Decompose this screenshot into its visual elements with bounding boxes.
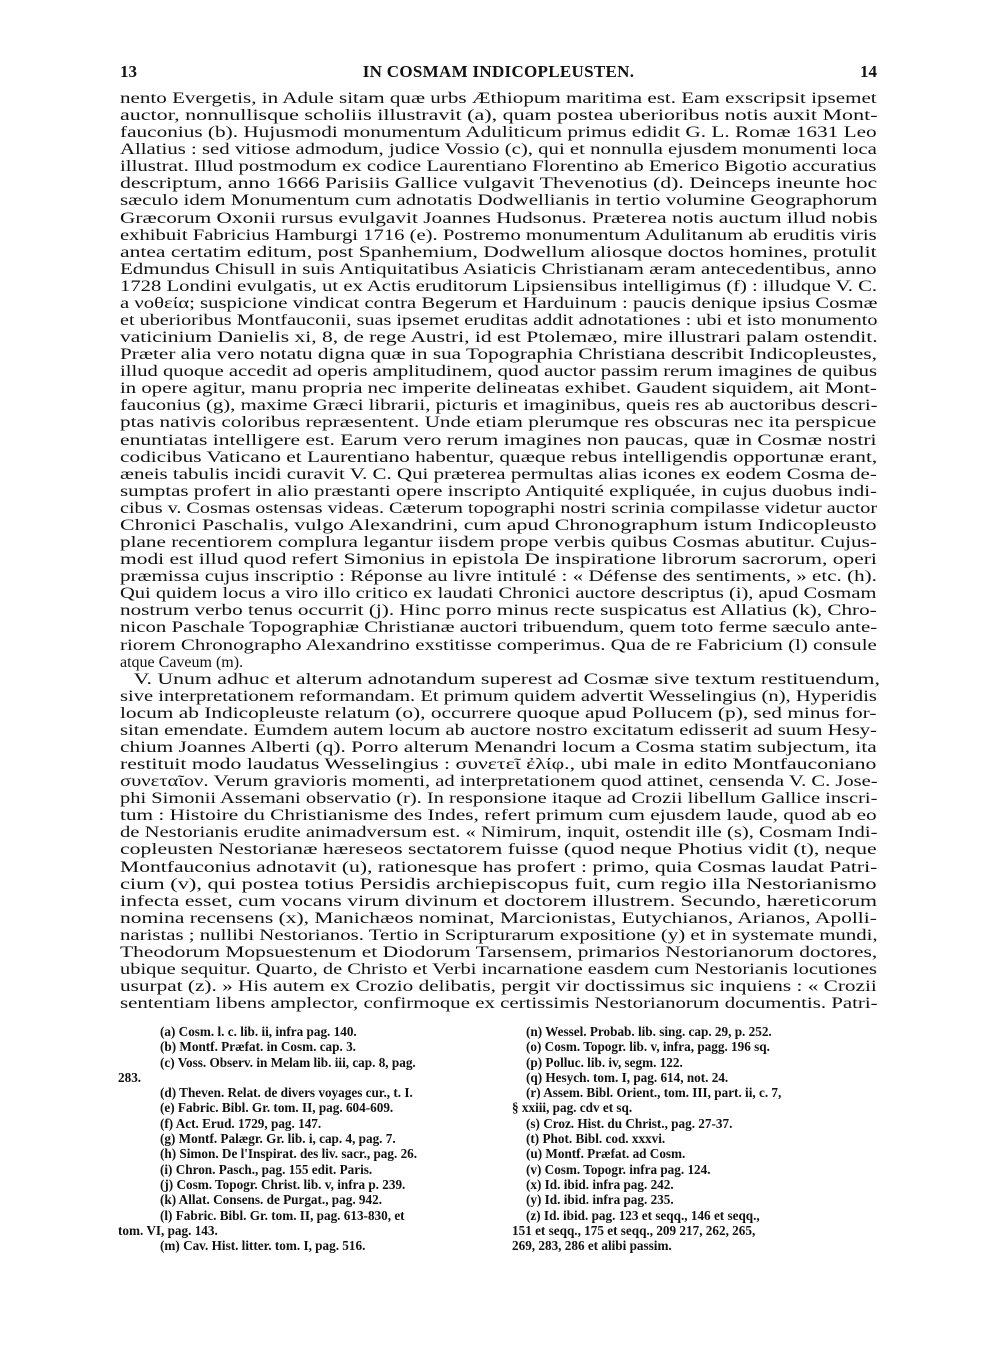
text-line: nostrum verbo tenus occurrit (j). Hinc porro minus recte suspicatus est Allatius (k), Chro- — [120, 602, 877, 620]
footnote: (l) Fabric. Bibl. Gr. tom. II, pag. 613-830, et — [160, 1207, 405, 1223]
footnote: (p) Polluc. lib. iv, segm. 122. — [526, 1054, 683, 1070]
text-line: nicon Paschale Topographiæ Christianæ auctori tribuendum, quem toto ferme sæculo ante- — [120, 619, 878, 637]
text-line: præmissa cujus inscriptio : Réponse au livre intitulé : « Défense des sentiments, » etc. (h). — [120, 568, 877, 586]
text-line: tum : Histoire du Christianisme des Indes, refert primum cum ejusdem laude, quod ab eo — [120, 807, 877, 825]
text-line: cibus v. Cosmas ostensas videas. Cæterum topographi nostri scrinia compilasse videtur auctor — [120, 499, 878, 517]
text-line: sitan emendate. Eumdem autem locum ab auctore nostro excitatum edisserit ad suum Hesy- — [120, 721, 877, 739]
footnote: (z) Id. ibid. pag. 123 et seqq., 146 et seqq., — [526, 1207, 760, 1223]
text-line: de Nestorianis erudite animadversum est. « Nimirum, inquit, ostendit ille (s), Cosmam Indi- — [120, 824, 878, 842]
footnote: (j) Cosm. Topogr. Christ. lib. v, infra p. 239. — [160, 1176, 406, 1192]
text-line: sæculo idem Monumentum cum adnotatis Dodwellianis in tertio volumine Geographorum — [120, 192, 878, 210]
text-line: συνεταῖον. Verum gravioris momenti, ad interpretationem quod attinet, censenda V. C. Jose- — [120, 773, 878, 791]
text-line: plane recentiorem complura legantur iisdem prope verbis quibus Cosmas abutitur. Cujus- — [120, 534, 877, 552]
footnote: § xxiii, pag. cdv et sq. — [512, 1100, 633, 1116]
footnote: (k) Allat. Consens. de Purgat., pag. 942. — [160, 1192, 383, 1208]
text-line: codicibus Vaticano et Laurentiano habentur, quæque rebus intelligendis opportunæ erant, — [120, 448, 878, 466]
main-text — [120, 90, 880, 1013]
footnote: (s) Croz. Hist. du Christ., pag. 27-37. — [526, 1115, 733, 1131]
footnote: 151 et seqq., 175 et seqq., 209 217, 262, 265, — [512, 1222, 756, 1238]
footnote: (b) Montf. Præfat. in Cosm. cap. 3. — [160, 1039, 356, 1055]
footnote: (o) Cosm. Topogr. lib. v, infra, pagg. 196 sq. — [526, 1039, 770, 1055]
text-line: sive interpretationem reformandam. Et primum quidem advertit Wesselingius (n), Hyperidis — [120, 687, 877, 705]
text-line: cium (v), qui postea totius Persidis archiepiscopus fuit, cum regio illa Nestorianismo — [120, 875, 877, 893]
text-line: copleusten Nestorianæ hæreseos sectatorem fuisse (quod neque Photius vidit (t), neque — [120, 841, 877, 859]
text-line: V. Unum adhuc et alterum adnotandum superest ad Cosmæ sive textum restituendum, — [133, 670, 880, 688]
text-line: enuntiatas intelligere est. Earum vero rerum imagines non paucas, quæ in Cosmæ nostri — [120, 431, 877, 449]
text-line: æneis tabulis incidi curavit V. C. Qui præterea permultas alias icones ex eodem Cosma de- — [120, 465, 877, 483]
text-line: vaticinium Danielis xi, 8, de rege Austri, id est Ptolemæo, mire illustrari palam ostendit. — [120, 329, 878, 347]
footnotes-right-column — [512, 1024, 857, 1253]
text-line: ubique sequitur. Quarto, de Christo et Verbi incarnatione easdem cum Nestorianis locutiones — [120, 960, 878, 978]
text-line: illud quoque accedit ad operis amplitudinem, quod auctor passim rerum imagines de quibus — [120, 363, 877, 381]
text-line: restituit modo laudatus Wesselingius : συνετεῖ ἐλίφ., ubi male in edito Montfauconiano — [120, 756, 877, 774]
running-header — [120, 62, 877, 84]
text-line: phi Simonii Assemani observatio (r). In responsione itaque ad Crozii libellum Gallice inscri- — [120, 790, 878, 808]
footnote: (i) Chron. Pasch., pag. 155 edit. Paris. — [160, 1161, 373, 1177]
footnote: (y) Id. ibid. infra pag. 235. — [526, 1192, 674, 1208]
footnote: (g) Montf. Palægr. Gr. lib. i, cap. 4, pag. 7. — [160, 1131, 396, 1147]
text-line: fauconius (g), maxime Græci librarii, picturis et imaginibus, queis res ab auctoribus descri- — [120, 397, 878, 415]
footnote: (v) Cosm. Topogr. infra pag. 124. — [526, 1161, 711, 1177]
footnote: tom. VI, pag. 143. — [118, 1222, 218, 1238]
footnote: (e) Fabric. Bibl. Gr. tom. II, pag. 604-609. — [160, 1100, 394, 1116]
text-line: auctor, nonnullisque scholiis illustravit (a), quam postea uberioribus notis auxit Mont- — [120, 107, 878, 125]
text-line: antea certatim editum, post Spanhemium, Dodwellum aliosque doctos homines, protulit — [120, 243, 877, 261]
text-line: atque Caveum (m). — [120, 653, 244, 671]
text-line: Qui quidem locus a viro illo critico ex laudati Chronici auctore descriptus (i), apud Cosmam — [120, 585, 877, 603]
text-line: riorem Chronographo Alexandrino exstitisse comperimus. Qua de re Fabricium (l) consule — [120, 636, 877, 654]
text-line: in opere agitur, manu propria nec imperite delineatas exhibet. Gaudent siquidem, ait Mont- — [120, 380, 877, 398]
text-line: a νοθεία; suspicione vindicat contra Begerum et Harduinum : paucis denique ipsius Cosmæ — [120, 294, 878, 312]
footnote: (h) Simon. De l'Inspirat. des liv. sacr., pag. 26. — [160, 1146, 418, 1162]
footnote: (r) Assem. Bibl. Orient., tom. III, part. ii, c. 7, — [526, 1085, 782, 1101]
footnote: (c) Voss. Observ. in Melam lib. iii, cap. 8, pag. — [160, 1054, 416, 1070]
text-line: usurpat (z). » His autem ex Crozio delibatis, pergit vir doctissimus sic inquiens : « Crozii — [120, 978, 877, 996]
text-line: illustrat. Illud postmodum ex codice Laurentiano Florentino ab Emerico Bigotio accuratius — [120, 158, 877, 176]
footnote: (t) Phot. Bibl. cod. xxxvi. — [526, 1131, 666, 1147]
text-line: Præter alia vero notatu digna quæ in sua Topographia Christiana describit Indicopleustes, — [120, 346, 877, 364]
text-line: sententiam libens amplector, confirmoque ex certissimis Nestorianorum documentis. Patri- — [120, 995, 878, 1013]
text-line: locum ab Indicopleuste relatum (o), occurrere quoque apud Pollucem (p), sed minus for- — [120, 704, 877, 722]
text-line: Theodorum Mopsuestenum et Diodorum Tarsensem, primarios Nestorianorum doctores, — [120, 943, 878, 961]
text-line: Græcorum Oxonii rursus evulgavit Joannes Hudsonus. Præterea notis auctum illud nobis — [120, 209, 878, 227]
text-line: descriptum, anno 1666 Parisiis Gallice vulgavit Thevenotius (d). Deinceps ineunte hoc — [120, 175, 878, 193]
text-line: Allatius : sed vitiose admodum, judice Vossio (c), qui et nonnulla ejusdem monumenti loca — [120, 141, 877, 159]
text-line: exhibuit Fabricius Hamburgi 1716 (e). Postremo monumentum Adulitanum ab eruditis viris — [120, 226, 877, 244]
footnote: (n) Wessel. Probab. lib. sing. cap. 29, p. 252. — [526, 1024, 772, 1039]
footnote: (f) Act. Erud. 1729, pag. 147. — [160, 1115, 322, 1131]
text-line: chium Joannes Alberti (q). Porro alterum Menandri locum a Cosma statim subjectum, ita — [120, 738, 877, 756]
text-line: nento Evergetis, in Adule sitam quæ urbs Æthiopum maritima est. Eam exscripsit ipsemet — [120, 90, 877, 107]
text-line: nomina recensens (x), Manichæos nominat, Marcionistas, Eutychianos, Arianos, Apolli- — [120, 909, 877, 927]
text-line: Chronici Paschalis, vulgo Alexandrini, cum apud Chronographum istum Indicopleusto — [120, 516, 877, 534]
page-number-left: 13 — [120, 62, 137, 81]
footnote: 269, 283, 286 et alibi passim. — [512, 1238, 672, 1254]
text-line: naristas ; nullibi Nestorianos. Tertio in Scripturarum expositione (y) et in systemate mundi, — [120, 926, 878, 944]
footnotes-left-column — [118, 1024, 436, 1253]
running-title: IN COSMAM INDICOPLEUSTEN. — [362, 62, 635, 81]
footnote: (q) Hesych. tom. I, pag. 614, not. 24. — [526, 1069, 729, 1085]
footnote: (d) Theven. Relat. de divers voyages cur., t. I. — [160, 1085, 413, 1101]
text-line: sumptas profert in alio præstanti opere inscripto Antiquité expliquée, in cujus duobus indi- — [120, 482, 878, 500]
text-line: 1728 Londini evulgatis, ut ex Actis eruditorum Lipsiensibus intelligimus (f) : illudque V. C. — [120, 277, 878, 295]
footnote: (a) Cosm. l. c. lib. ii, infra pag. 140. — [160, 1024, 357, 1039]
text-line: et uberioribus Montfauconii, suas ipsemet eruditas addit adnotationes : ubi et isto monumento — [120, 312, 878, 330]
footnote: 283. — [118, 1069, 142, 1085]
text-line: modi est illud quod refert Simonius in epistola De inspiratione librorum sacrorum, operi — [120, 551, 877, 569]
footnote: (x) Id. ibid. infra pag. 242. — [526, 1176, 674, 1192]
page-number-right: 14 — [860, 62, 877, 81]
text-line: fauconius (b). Hujusmodi monumentum Aduliticum primus edidit G. L. Romæ 1631 Leo — [120, 124, 877, 142]
footnote: (u) Montf. Præfat. ad Cosm. — [526, 1146, 686, 1162]
text-line: Montfauconius adnotavit (u), rationesque has profert : primo, quia Cosmas laudat Patri- — [120, 858, 878, 876]
text-line: Edmundus Chisull in suis Antiquitatibus Asiaticis Christianam æram antecedentibus, anno — [120, 260, 877, 278]
footnote: (m) Cav. Hist. litter. tom. I, pag. 516. — [160, 1238, 366, 1254]
text-line: infecta esset, cum vocans virum divinum et doctorem illustrem. Secundo, hæreticorum — [120, 892, 877, 910]
text-line: ptas nativis coloribus repræsentent. Unde etiam plerumque res obscuras nec ita perspicue — [120, 414, 877, 432]
